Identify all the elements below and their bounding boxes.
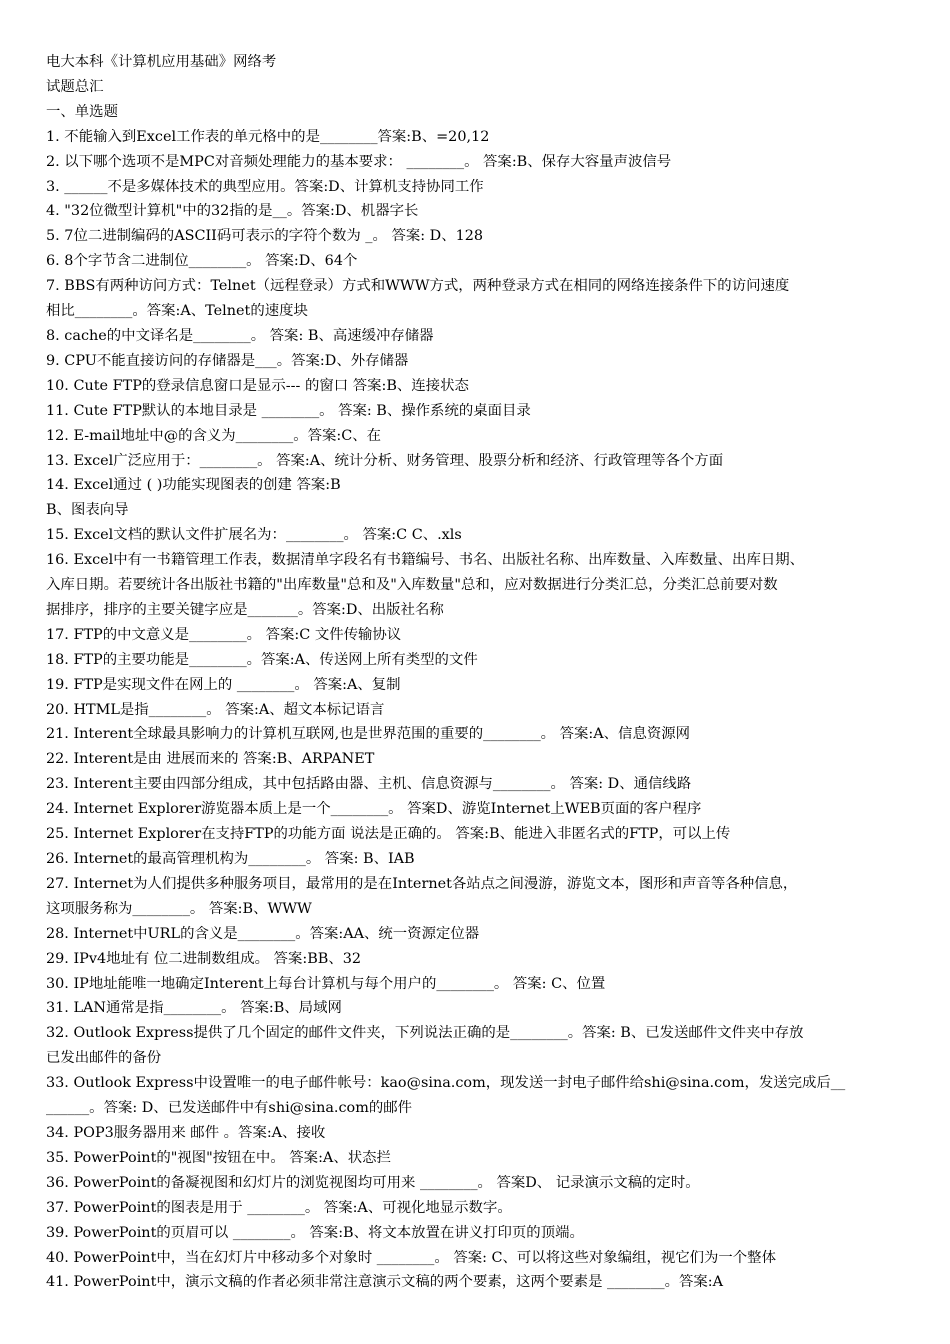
question-line: 34. POP3服务器用来 邮件 。答案:A、接收 <box>46 1124 326 1141</box>
question-list <box>46 125 916 1296</box>
question-line: 入库日期。若要统计各出版社书籍的"出库数量"总和及"入库数量"总和，应对数据进行分类汇总，分类汇总前要对数 <box>46 577 778 594</box>
question-line: 35. PowerPoint的"视图"按钮在中。 答案:A、状态拦 <box>46 1149 391 1166</box>
question-line: 40. PowerPoint中，当在幻灯片中移动多个对象时 ________。 答案: C、可以将这些对象编组，视它们为一个整体 <box>46 1249 776 1266</box>
question-line: 11. Cute FTP默认的本地目录是 ________。 答案: B、操作系统的桌面目录 <box>46 402 531 419</box>
question-line: 相比________。答案:A、Telnet的速度块 <box>46 303 308 320</box>
question-line: 5. 7位二进制编码的ASCII码可表示的字符个数为 _。 答案: D、128 <box>46 228 484 245</box>
question-line: 6. 8个字节含二进制位________。 答案:D、64个 <box>46 253 358 270</box>
question-line: 14. Excel通过 ( )功能实现图表的创建 答案:B <box>46 477 341 494</box>
section-heading: 一、单选题 <box>46 103 118 120</box>
question-line: 8. cache的中文译名是________。 答案: B、高速缓冲存储器 <box>46 327 434 344</box>
question-line: 9. CPU不能直接访问的存储器是___。答案:D、外存储器 <box>46 352 409 369</box>
question-line: 39. PowerPoint的页眉可以 ________。 答案:B、将文本放置在讲义打印页的顶端。 <box>46 1224 584 1241</box>
question-line: ______。答案: D、已发送邮件中有shi@sina.com的邮件 <box>46 1100 413 1117</box>
question-line: 41. PowerPoint中，演示文稿的作者必须非常注意演示文稿的两个要素，这两个要素是 ________。答案:A <box>46 1274 724 1291</box>
question-line: 12. E-mail地址中@的含义为________。答案:C、在 <box>46 427 382 444</box>
question-line: 26. Internet的最高管理机构为________。 答案: B、IAB <box>46 851 415 867</box>
question-line: 7. BBS有两种访问方式：Telnet（远程登录）方式和WWW方式，两种登录方式在相同的网络连接条件下的访问速度 <box>46 278 790 295</box>
question-line: 19. FTP是实现文件在网上的 ________。 答案:A、复制 <box>46 676 401 693</box>
document-subtitle: 试题总汇 <box>46 78 104 95</box>
question-line: B、图表向导 <box>46 502 129 519</box>
question-line: 2. 以下哪个选项不是MPC对音频处理能力的基本要求： ________。 答案:B、保存大容量声波信号 <box>46 153 672 170</box>
question-line: 据排序，排序的主要关键字应是_______。答案:D、出版社名称 <box>46 601 444 618</box>
question-line: 30. IP地址能唯一地确定Interent上每台计算机与每个用户的________。 答案: C、位置 <box>46 975 606 992</box>
question-line: 28. Internet中URL的含义是________。答案:AA、统一资源定位器 <box>46 925 480 942</box>
document-title: 电大本科《计算机应用基础》网络考 <box>46 54 277 70</box>
question-line: 20. HTML是指________。 答案:A、超文本标记语言 <box>46 701 385 718</box>
question-line: 22. Interent是由 进展而来的 答案:B、ARPANET <box>46 751 375 768</box>
question-line: 18. FTP的主要功能是________。答案:A、传送网上所有类型的文件 <box>46 651 478 668</box>
question-line: 13. Excel广泛应用于：________。 答案:A、统计分析、财务管理、股票分析和经济、行政管理等各个方面 <box>46 452 724 469</box>
question-line: 4. "32位微型计算机"中的32指的是__。答案:D、机器字长 <box>46 203 419 220</box>
question-line: 21. Interent全球最具影响力的计算机互联网,也是世界范围的重要的________。 答案:A、信息资源网 <box>46 726 691 743</box>
question-line: 这项服务称为________。 答案:B、WWW <box>46 900 312 917</box>
question-line: 15. Excel文档的默认文件扩展名为：________。 答案:C C、.xls <box>46 527 462 544</box>
question-line: 37. PowerPoint的图表是用于 ________。 答案:A、可视化地显示数字。 <box>46 1199 512 1216</box>
question-line: 32. Outlook Express提供了几个固定的邮件文件夹，下列说法正确的是________。答案: B、已发送邮件文件夹中存放 <box>46 1025 804 1042</box>
question-line: 25. Internet Explorer在支持FTP的功能方面 说法是正确的。 答案:B、能进入非匿名式的FTP，可以上传 <box>46 826 731 843</box>
question-line: 29. IPv4地址有 位二进制数组成。 答案:BB、32 <box>46 950 362 967</box>
question-line: 23. Interent主要由四部分组成，其中包括路由器、主机、信息资源与________。 答案: D、通信线路 <box>46 776 692 793</box>
question-line: 36. PowerPoint的备凝视图和幻灯片的浏览视图均可用来 ________。 答案D、 记录演示文稿的定时。 <box>46 1174 700 1191</box>
question-line: 3. ______不是多媒体技术的典型应用。答案:D、计算机支持协同工作 <box>46 178 484 195</box>
question-line: 31. LAN通常是指________。 答案:B、局域网 <box>46 1000 342 1017</box>
question-line: 10. Cute FTP的登录信息窗口是显示--- 的窗口 答案:B、连接状态 <box>46 377 469 394</box>
document-page <box>46 50 916 1295</box>
question-line: 1. 不能输入到Excel工作表的单元格中的是________答案:B、=20,12 <box>46 128 490 145</box>
question-line: 24. Internet Explorer游览器本质上是一个________。 答案D、游览Internet上WEB页面的客户程序 <box>46 801 702 818</box>
question-line: 17. FTP的中文意义是________。 答案:C 文件传输协议 <box>46 626 402 643</box>
question-line: 16. Excel中有一书籍管理工作表，数据清单字段名有书籍编号、书名、出版社名称、出库数量、入库数量、出库日期、 <box>46 552 805 569</box>
question-line: 27. Internet为人们提供多种服务项目，最常用的是在Internet各站点之间漫游，游览文本，图形和声音等各种信息， <box>46 875 798 892</box>
question-line: 已发出邮件的备份 <box>46 1050 162 1067</box>
question-line: 33. Outlook Express中设置唯一的电子邮件帐号：kao@sina.com，现发送一封电子邮件给shi@sina.com，发送完成后__ <box>46 1075 846 1092</box>
